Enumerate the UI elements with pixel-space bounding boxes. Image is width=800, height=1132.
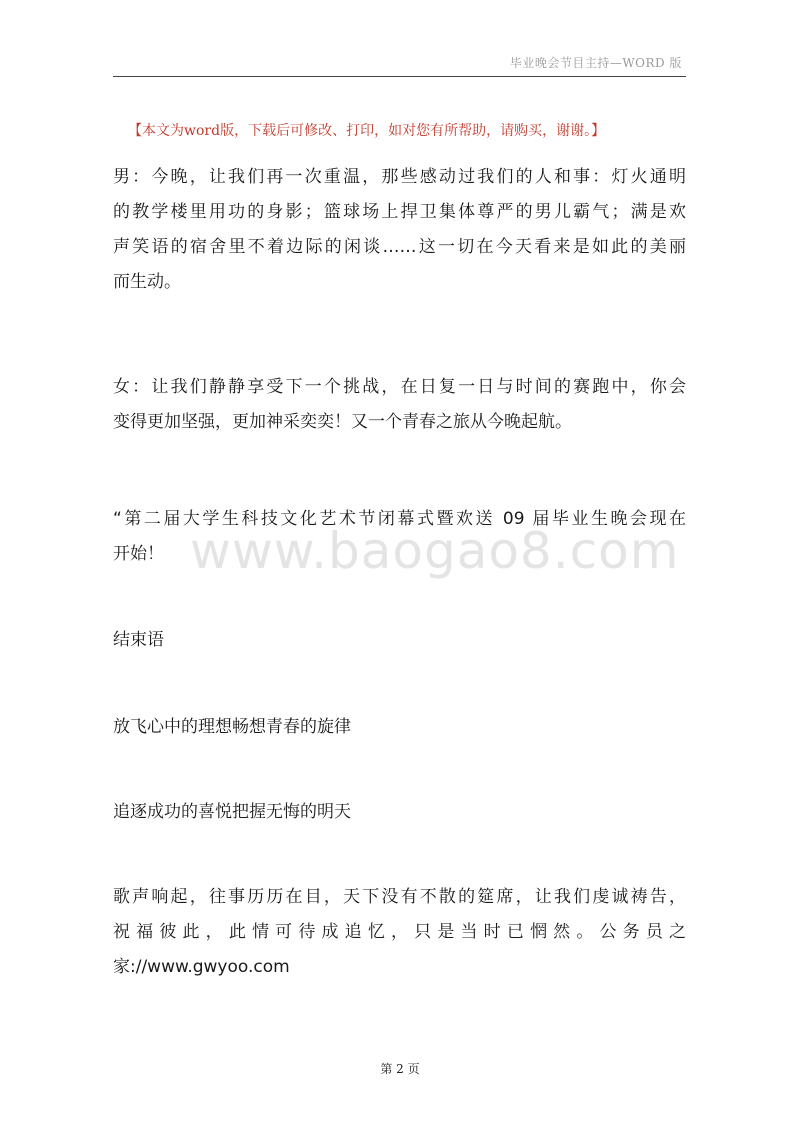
paragraph-3 — [113, 502, 686, 572]
paragraph-line: 追逐成功的喜悦把握无悔的明天 — [113, 802, 351, 822]
paragraph-line: 的教学楼里用功的身影；篮球场上捍卫集体尊严的男儿霸气；满是欢 — [113, 202, 686, 222]
paragraph-1 — [113, 160, 686, 300]
paragraph-line: “第二届大学生科技文化艺术节闭幕式暨欢送 09 届毕业生晚会现在 — [113, 509, 686, 529]
paragraph-4 — [113, 623, 686, 658]
watermark-text: www.baogao8.com — [190, 522, 680, 580]
paragraph-line: 放飞心中的理想畅想青春的旋律 — [113, 717, 351, 737]
page-header — [113, 52, 686, 77]
paragraph-5 — [113, 710, 686, 745]
paragraph-line: 男：今晚，让我们再一次重温，那些感动过我们的人和事：灯火通明 — [113, 167, 686, 187]
paragraph-line: 声笑语的宿舍里不着边际的闲谈……这一切在今天看来是如此的美丽 — [113, 237, 686, 257]
paragraph-7 — [113, 880, 686, 985]
header-title: 毕业晚会节目主持—WORD 版 — [509, 56, 682, 70]
paragraph-line: 开始！ — [113, 544, 164, 564]
page-footer — [0, 1060, 800, 1077]
download-notice: 【本文为word版，下载后可修改、打印，如对您有所帮助，请购买，谢谢。】 — [128, 123, 606, 139]
page-number: 第 2 页 — [380, 1062, 420, 1076]
paragraph-line: 歌声响起，往事历历在目，天下没有不散的筵席，让我们虔诚祷告， — [113, 887, 686, 907]
paragraph-line: 变得更加坚强，更加神采奕奕！又一个青春之旅从今晚起航。 — [113, 412, 572, 432]
paragraph-6 — [113, 795, 686, 830]
paragraph-line: 家://www.gwyoo.com — [113, 957, 290, 977]
paragraph-line: 结束语 — [113, 630, 164, 650]
paragraph-2 — [113, 370, 686, 440]
paragraph-line: 祝福彼此，此情可待成追忆，只是当时已惘然。公务员之 — [113, 922, 686, 942]
paragraph-line: 女：让我们静静享受下一个挑战，在日复一日与时间的赛跑中，你会 — [113, 377, 686, 397]
paragraph-line: 而生动。 — [113, 272, 181, 292]
